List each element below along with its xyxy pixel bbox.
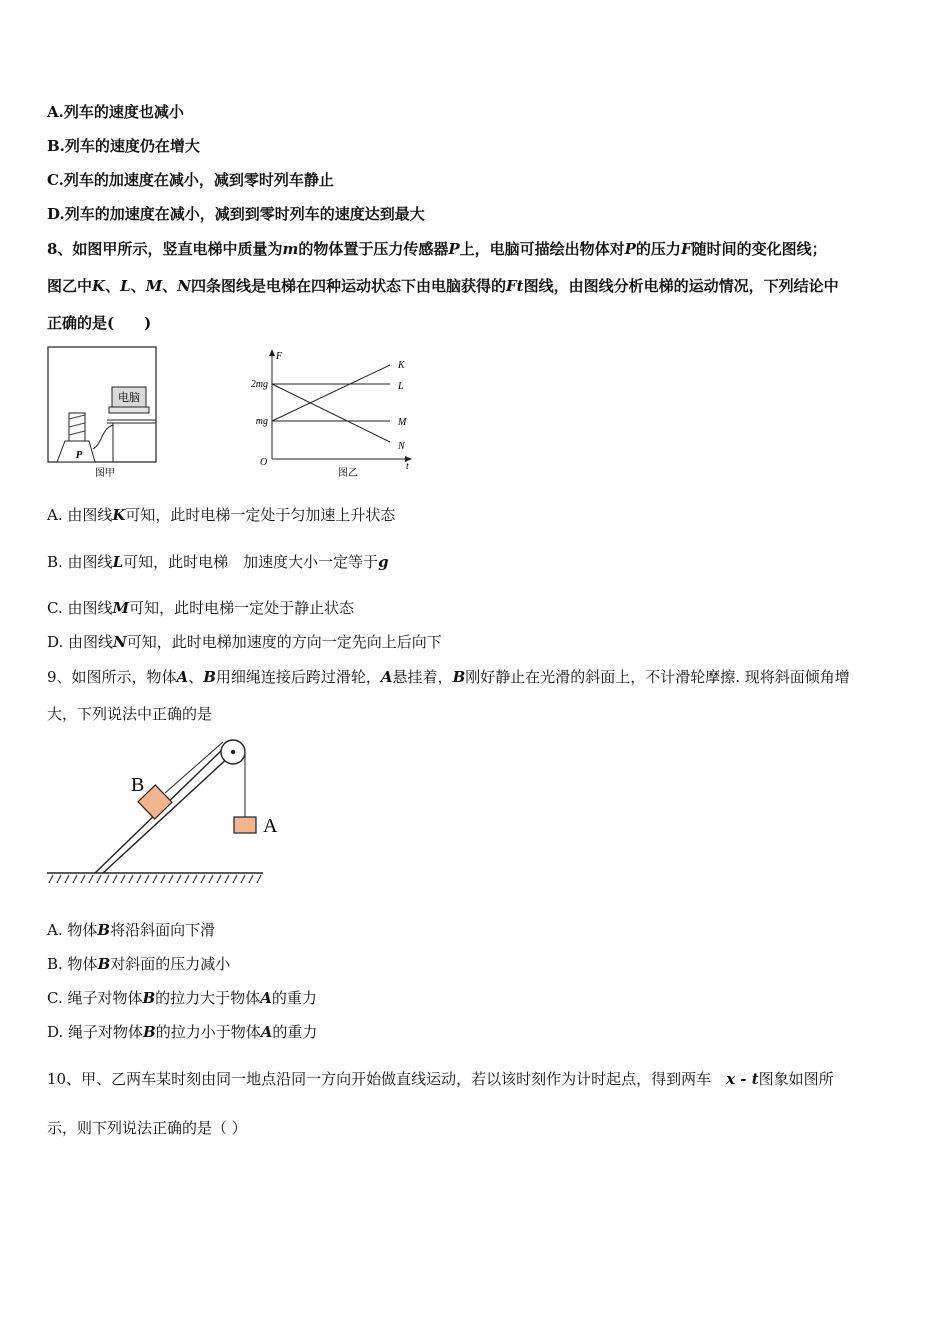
text: 可知，此时电梯 加速度大小一定等于: [123, 553, 379, 571]
text: 图象如图所: [758, 1070, 834, 1088]
q8-option-c: [47, 598, 354, 618]
text: D. 绳子对物体: [47, 1023, 144, 1041]
label-a: A: [263, 815, 278, 837]
text: 可知，此时电梯加速度的方向一定先向上后向下: [126, 633, 442, 651]
var: M: [145, 277, 163, 295]
q9-option-d: [47, 1022, 317, 1042]
q8-stem-line3: 正确的是( ): [47, 314, 152, 332]
text: 图乙中: [47, 277, 93, 295]
text: 、: [105, 277, 121, 295]
text: 随时间的变化图线；: [691, 240, 827, 258]
q9-option-b: [47, 954, 230, 974]
var: N: [177, 277, 191, 295]
q8-option-a: [47, 505, 395, 525]
text: 、: [130, 277, 146, 295]
q9-option-a: [47, 920, 215, 940]
var: M: [112, 599, 130, 617]
label-M: M: [398, 417, 407, 428]
q9-stem-line2: 大，下列说法中正确的是: [47, 705, 213, 723]
var: B: [142, 989, 156, 1007]
text: 8、如图甲所示，竖直电梯中质量为: [47, 240, 283, 258]
text: 对斜面的压力减小: [110, 955, 231, 973]
x-axis-label: t: [406, 461, 409, 472]
sensor-label: P: [75, 449, 83, 461]
text: 9、如图所示，物体: [47, 668, 177, 686]
text: B. 由图线: [47, 553, 113, 571]
text: 的拉力小于物体: [155, 1023, 261, 1041]
text: B. 物体: [47, 955, 98, 973]
q7-option-b: B.列车的速度仍在增大: [47, 137, 200, 155]
var: L: [112, 553, 124, 571]
text: 的拉力大于物体: [155, 989, 261, 1007]
text: 刚好静止在光滑的斜面上，不计滑轮摩擦. 现将斜面倾角增: [465, 668, 850, 686]
text: 将沿斜面向下滑: [110, 921, 216, 939]
var: m: [282, 240, 299, 258]
keyboard: [109, 407, 149, 413]
text: 可知，此时电梯一定处于匀加速上升状态: [125, 506, 396, 524]
text: 的压力: [635, 240, 681, 258]
block-a: [234, 817, 256, 833]
origin-label: O: [260, 457, 268, 468]
var: N: [113, 633, 127, 651]
var: A: [260, 989, 272, 1007]
ground-hatching: [49, 875, 261, 883]
pulley-axle: [231, 750, 235, 754]
var: A: [260, 1023, 273, 1041]
y-arrow-icon: [269, 349, 275, 356]
q9-option-c: [47, 988, 317, 1008]
var: B: [143, 1023, 156, 1041]
var: Ft: [506, 277, 524, 295]
figure-caption: 图乙: [338, 468, 358, 479]
var: x - t: [726, 1070, 759, 1088]
figure-yi: [240, 345, 420, 480]
incline-pulley-figure: [47, 735, 278, 885]
var: B: [203, 668, 216, 686]
text: D. 由图线: [47, 633, 114, 651]
rope-to-b: [165, 742, 223, 793]
var: B: [97, 955, 111, 973]
text: C. 由图线: [47, 599, 113, 617]
text: 的物体置于压力传感器: [298, 240, 449, 258]
text: 、: [162, 277, 178, 295]
label-N: N: [398, 441, 405, 452]
tick-2mg: 2mg: [250, 379, 268, 390]
var: P: [448, 240, 460, 258]
q8-stem-line2: [47, 276, 839, 296]
q7-option-c: C.列车的加速度在减小，减到零时列车静止: [47, 171, 334, 189]
text: A. 由图线: [47, 506, 113, 524]
label-b: B: [131, 774, 145, 796]
var: F: [680, 240, 692, 258]
q8-stem-line1: [47, 239, 827, 259]
text: 悬挂着，: [392, 668, 453, 686]
text: 10、甲、乙两车某时刻由同一地点沿同一方向开始做直线运动，若以该时刻作为计时起点，得到两车: [47, 1070, 712, 1088]
var: g: [378, 553, 389, 571]
sensor-cable: [93, 425, 113, 449]
incline-underside: [103, 755, 231, 873]
var: A: [176, 668, 189, 686]
q9-stem-line1: [47, 667, 850, 687]
q10-stem-line2: 示，则下列说法正确的是（ ）: [47, 1119, 247, 1137]
figure-caption: 图甲: [95, 468, 115, 479]
text: 的重力: [271, 989, 317, 1007]
var: L: [120, 277, 131, 295]
text: A. 物体: [47, 921, 98, 939]
var: B: [97, 921, 111, 939]
text: 可知，此时电梯一定处于静止状态: [129, 599, 355, 617]
computer-label: 电脑: [118, 392, 140, 404]
text: C. 绳子对物体: [47, 989, 143, 1007]
text: 用细绳连接后跨过滑轮，: [215, 668, 381, 686]
text: 的重力: [272, 1023, 318, 1041]
q8-option-d: [47, 632, 442, 652]
var: P: [624, 240, 636, 258]
q8-option-b: [47, 552, 389, 572]
var: A: [380, 668, 393, 686]
tick-mg: mg: [255, 416, 268, 427]
figure-jia: [47, 345, 159, 480]
text: 上，电脑可描绘出物体对: [459, 240, 625, 258]
var: B: [452, 668, 466, 686]
text: 、: [188, 668, 204, 686]
q7-option-d: D.列车的加速度在减小，减到到零时列车的速度达到最大: [47, 205, 425, 223]
label-K: K: [398, 360, 405, 371]
text: 四条图线是电梯在四种运动状态下由电脑获得的: [190, 277, 506, 295]
label-L: L: [398, 381, 404, 392]
y-axis-label: F: [276, 351, 283, 362]
q7-option-a: A.列车的速度也减小: [47, 103, 184, 121]
var: K: [92, 277, 106, 295]
text: 图线，由图线分析电梯的运动情况，下列结论中: [523, 277, 839, 295]
q10-stem-line1: [47, 1069, 834, 1089]
var: K: [112, 506, 126, 524]
